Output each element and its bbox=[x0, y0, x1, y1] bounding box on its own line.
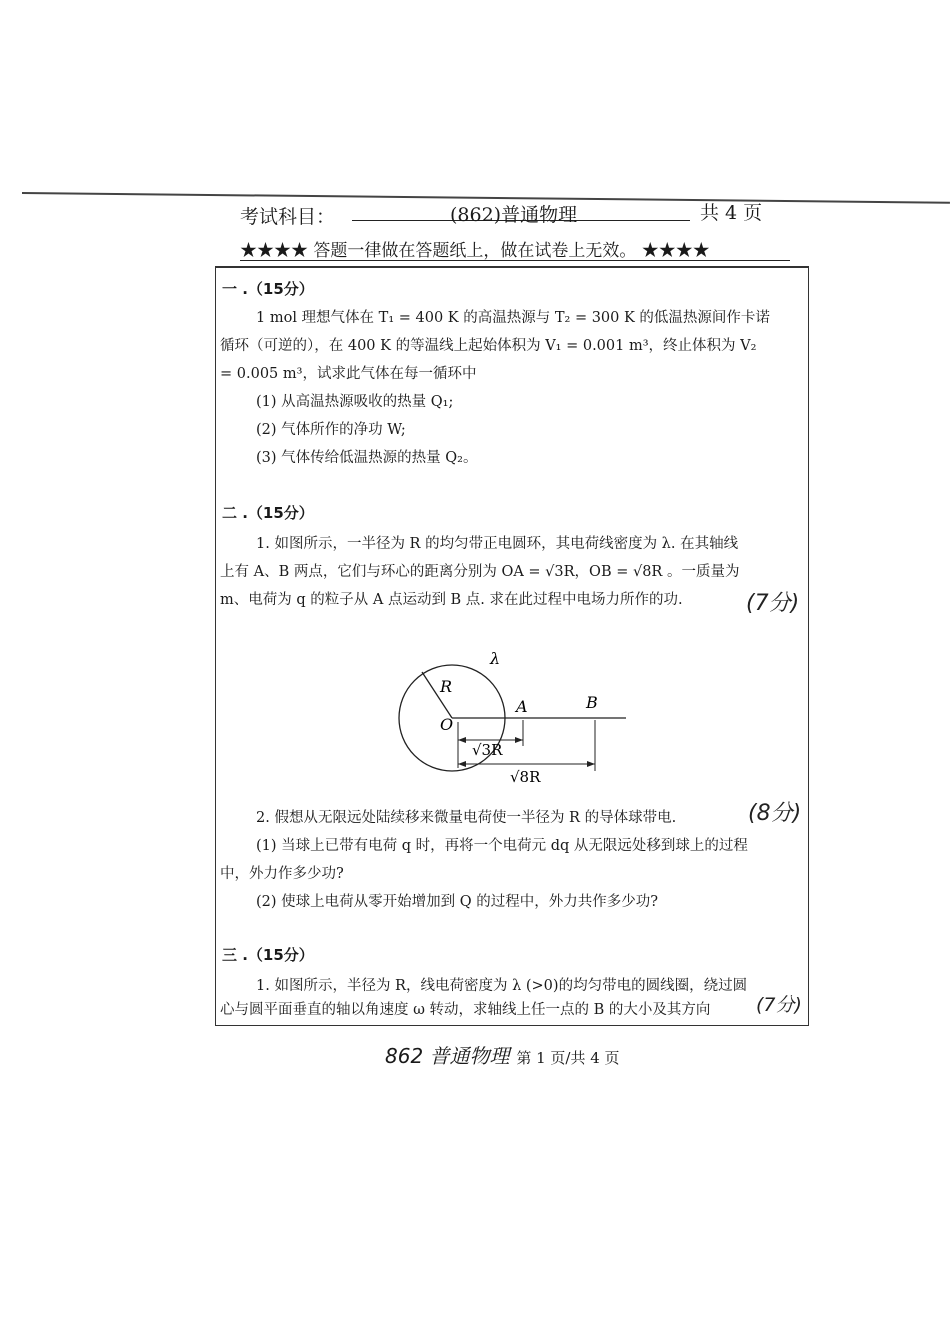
q2-p2-score: (8分) bbox=[748, 801, 802, 826]
warning-underline bbox=[240, 260, 790, 261]
q3-score: (7分) bbox=[756, 994, 802, 1016]
fig-oa: √3R bbox=[472, 741, 503, 759]
subject-label: 考试科目： bbox=[240, 206, 336, 228]
fig-r: R bbox=[440, 677, 453, 696]
dim-ob-arrow-right bbox=[587, 761, 595, 767]
dim-oa-arrow-right bbox=[515, 737, 523, 743]
dim-oa-arrow-left bbox=[458, 737, 466, 743]
dim-ob-arrow-left bbox=[458, 761, 466, 767]
handwritten-note: 862 普通物理 bbox=[385, 1044, 510, 1068]
q1-sub2: (2) 气体所作的净功 W; bbox=[256, 422, 406, 438]
q2-p1-line2: 上有 A、B 两点，它们与环心的距离分别为 OA = √3R，OB = √8R 。一质量为 bbox=[220, 564, 740, 580]
total-pages: 共 4 页 bbox=[700, 202, 763, 224]
page-footer bbox=[385, 1040, 620, 1069]
q1-line2: 循环（可逆的），在 400 K 的等温线上起始体积为 V₁ = 0.001 m³，终止体积为 V₂ bbox=[220, 338, 757, 354]
fig-o: O bbox=[440, 715, 454, 734]
subject-value: (862)普通物理 bbox=[450, 204, 578, 226]
q2-p1-line3: m、电荷为 q 的粒子从 A 点运动到 B 点. 求在此过程中电场力所作的功. bbox=[220, 592, 683, 608]
question-box bbox=[215, 266, 809, 1026]
q1-line1: 1 mol 理想气体在 T₁ = 400 K 的高温热源与 T₂ = 300 K 的低温热源间作卡诺 bbox=[256, 310, 770, 326]
exam-header bbox=[215, 196, 807, 261]
q2-title: 二 .（15分） bbox=[222, 504, 314, 522]
q1-title: 一 .（15分） bbox=[222, 280, 314, 298]
q1-sub3: (3) 气体传给低温热源的热量 Q₂。 bbox=[256, 450, 478, 466]
q2-p1-line1: 1. 如图所示，一半径为 R 的均匀带正电圆环，其电荷线密度为 λ. 在其轴线 bbox=[256, 536, 739, 552]
q2-p2-sub2: (2) 使球上电荷从零开始增加到 Q 的过程中，外力共作多少功? bbox=[256, 894, 659, 910]
q1-sub1: (1) 从高温热源吸收的热量 Q₁; bbox=[256, 394, 454, 410]
subject-row bbox=[215, 196, 807, 230]
q2-p2-line1: 2. 假想从无限远处陆续移来微量电荷使一半径为 R 的导体球带电. bbox=[256, 810, 677, 826]
fig-ob: √8R bbox=[510, 768, 541, 786]
q2-p1-score: (7分) bbox=[746, 591, 800, 616]
q3-title: 三 .（15分） bbox=[222, 946, 314, 964]
q2-p2-sub1-line1: (1) 当球上已带有电荷 q 时，再将一个电荷元 dq 从无限远处移到球上的过程 bbox=[256, 838, 748, 854]
page-number: 第 1 页/共 4 页 bbox=[516, 1049, 620, 1067]
q3-line1: 1. 如图所示，半径为 R，线电荷密度为 λ (>0)的均匀带电的圆线圈，绕过圆 bbox=[256, 978, 748, 994]
fig-a: A bbox=[516, 697, 528, 716]
q3-line2: 心与圆平面垂直的轴以角速度 ω 转动，求轴线上任一点的 B 的大小及其方向 bbox=[220, 1002, 711, 1018]
q1-line3: = 0.005 m³，试求此气体在每一循环中 bbox=[220, 366, 477, 382]
fig-lambda: λ bbox=[490, 649, 501, 668]
warning-text: ★★★★ 答题一律做在答题纸上，做在试卷上无效。 ★★★★ bbox=[240, 241, 710, 261]
fig-b: B bbox=[586, 693, 598, 712]
q2-p2-sub1-line2: 中，外力作多少功? bbox=[220, 866, 344, 882]
ring-figure bbox=[386, 630, 636, 790]
